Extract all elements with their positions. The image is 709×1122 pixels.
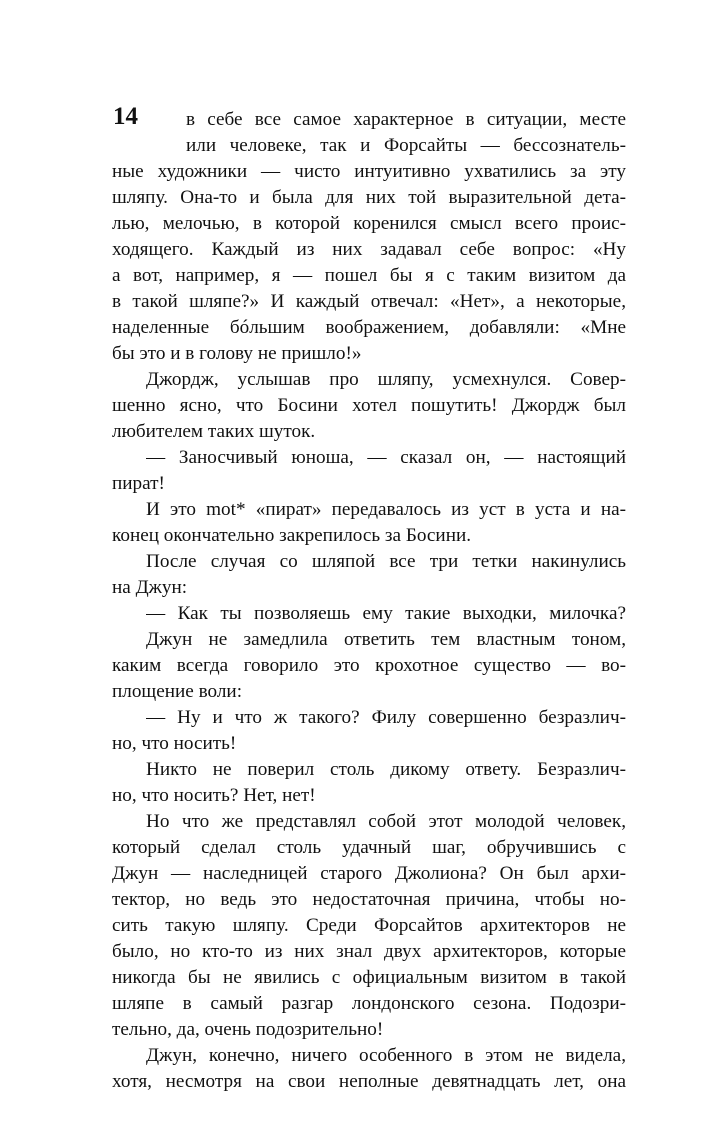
text-line: но, что носить! <box>112 733 237 754</box>
text-line: Джун не замедлила ответить тем властным тоном, <box>146 629 626 650</box>
text-line: сить такую шляпу. Среди Форсайтов архитекторов не <box>112 915 626 936</box>
text-line: никогда бы не явились с официальным визитом в такой <box>112 967 626 988</box>
text-line: пират! <box>112 473 165 494</box>
text-line: лью, мелочью, в которой коренился смысл всего проис- <box>112 213 626 234</box>
text-line: а вот, например, я — пошел бы я с таким визитом да <box>112 265 626 286</box>
text-line: Но что же представлял собой этот молодой человек, <box>146 811 626 832</box>
text-line: в такой шляпе?» И каждый отвечал: «Нет», а некоторые, <box>112 291 626 312</box>
text-line: конец окончательно закрепилось за Босини. <box>112 525 472 546</box>
text-line: было, но кто-то из них знал двух архитекторов, которые <box>112 941 626 962</box>
text-line: бы это и в голову не пришло!» <box>112 343 362 364</box>
text-line: в себе все самое характерное в ситуации, месте <box>186 109 626 130</box>
text-line: который сделал столь удачный шаг, обручившись с <box>112 837 626 858</box>
text-line: но, что носить? Нет, нет! <box>112 785 316 806</box>
text-line: — Как ты позволяешь ему такие выходки, милочка? <box>146 603 626 624</box>
text-line: площение воли: <box>112 681 243 702</box>
text-line: каким всегда говорило это крохотное существо — во- <box>112 655 626 676</box>
text-line: любителем таких шуток. <box>112 421 316 442</box>
text-line: ные художники — чисто интуитивно ухватились за эту <box>112 161 626 182</box>
text-line: или человеке, так и Форсайты — бессознатель- <box>186 135 626 156</box>
text-line: ходящего. Каждый из них задавал себе вопрос: «Ну <box>112 239 626 260</box>
text-line: После случая со шляпой все три тетки накинулись <box>146 551 626 572</box>
text-line: шенно ясно, что Босини хотел пошутить! Джордж был <box>112 395 626 416</box>
text-line: — Ну и что ж такого? Филу совершенно безразлич- <box>146 707 626 728</box>
text-line: — Заносчивый юноша, — сказал он, — настоящий <box>146 447 626 468</box>
text-line: на Джун: <box>112 577 188 598</box>
text-line: шляпе в самый разгар лондонского сезона. Подозри- <box>112 993 626 1014</box>
text-line: наделенные бóльшим воображением, добавляли: «Мне <box>112 317 626 338</box>
text-line: Джордж, услышав про шляпу, усмехнулся. Совер- <box>146 369 626 390</box>
text-line: Джун — наследницей старого Джолиона? Он был архи- <box>112 863 626 884</box>
page-number: 14 <box>113 103 138 130</box>
text-line: Никто не поверил столь дикому ответу. Безразлич- <box>146 759 626 780</box>
text-line: И это mot* «пират» передавалось из уст в уста и на- <box>146 499 626 520</box>
text-line: тектор, но ведь это недостаточная причина, чтобы но- <box>112 889 626 910</box>
text-line: Джун, конечно, ничего особенного в этом не видела, <box>146 1045 626 1066</box>
text-line: шляпу. Она-то и была для них той выразительной дета- <box>112 187 626 208</box>
text-line: тельно, да, очень подозрительно! <box>112 1019 384 1040</box>
text-line: хотя, несмотря на свои неполные девятнадцать лет, она <box>112 1071 626 1092</box>
